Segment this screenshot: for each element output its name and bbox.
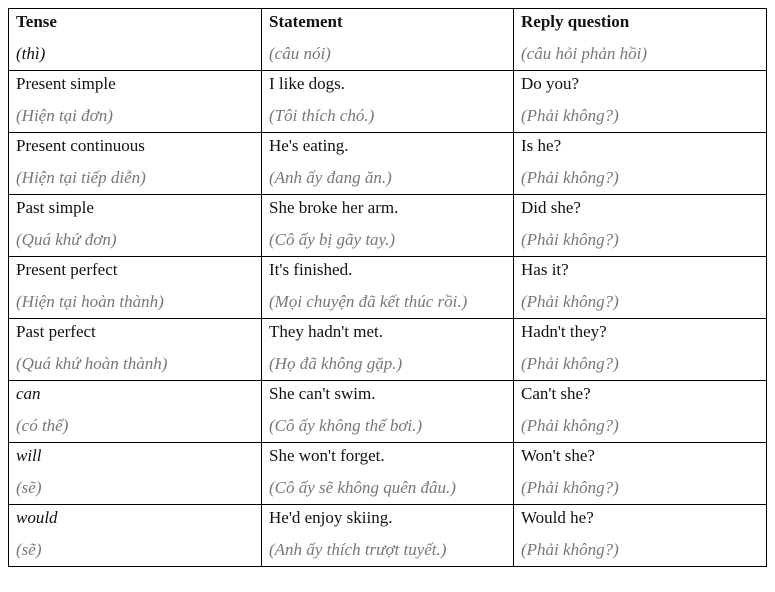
reply-cell xyxy=(514,443,767,505)
statement-translation: (Mọi chuyện đã kết thúc rồi.) xyxy=(269,292,468,311)
statement-cell xyxy=(262,443,514,505)
statement-text: She can't swim. xyxy=(269,384,376,403)
statement-translation: (Cô ấy sẽ không quên đâu.) xyxy=(269,478,456,497)
tense-cell xyxy=(9,443,262,505)
reply-text: Hadn't they? xyxy=(521,322,607,341)
statement-cell xyxy=(262,319,514,381)
statement-text: She won't forget. xyxy=(269,446,385,465)
reply-cell xyxy=(514,195,767,257)
reply-translation: (Phải không?) xyxy=(521,416,619,435)
tense-label: would xyxy=(16,508,58,527)
tense-cell xyxy=(9,319,262,381)
statement-text: I like dogs. xyxy=(269,74,346,93)
reply-translation: (Phải không?) xyxy=(521,354,619,373)
statement-translation: (Họ đã không gặp.) xyxy=(269,354,403,373)
reply-questions-table xyxy=(8,8,767,567)
tense-translation: (Hiện tại hoàn thành) xyxy=(16,292,164,311)
table-row xyxy=(9,195,767,257)
reply-translation: (Phải không?) xyxy=(521,478,619,497)
statement-translation: (Cô ấy không thể bơi.) xyxy=(269,416,423,435)
statement-translation: (Anh ấy đang ăn.) xyxy=(269,168,392,187)
tense-translation: (Hiện tại đơn) xyxy=(16,106,113,125)
reply-cell xyxy=(514,133,767,195)
header-statement-label: Statement xyxy=(269,12,343,31)
statement-translation: (Cô ấy bị gãy tay.) xyxy=(269,230,396,249)
reply-text: Would he? xyxy=(521,508,594,527)
statement-translation: (Tôi thích chó.) xyxy=(269,106,375,125)
reply-text: Can't she? xyxy=(521,384,591,403)
tense-label: Past simple xyxy=(16,198,94,217)
tense-cell xyxy=(9,133,262,195)
tense-label: Present continuous xyxy=(16,136,145,155)
tense-cell xyxy=(9,195,262,257)
tense-cell xyxy=(9,381,262,443)
tense-label: Present perfect xyxy=(16,260,118,279)
tense-translation: (Hiện tại tiếp diễn) xyxy=(16,168,146,187)
tense-cell xyxy=(9,505,262,567)
table-row xyxy=(9,443,767,505)
reply-translation: (Phải không?) xyxy=(521,168,619,187)
header-tense-label: Tense xyxy=(16,12,57,31)
reply-translation: (Phải không?) xyxy=(521,230,619,249)
reply-cell xyxy=(514,319,767,381)
reply-text: Has it? xyxy=(521,260,569,279)
reply-translation: (Phải không?) xyxy=(521,106,619,125)
tense-translation: (Quá khứ hoàn thành) xyxy=(16,354,168,373)
reply-text: Is he? xyxy=(521,136,562,155)
header-cell-statement xyxy=(262,9,514,71)
tense-translation: (có thể) xyxy=(16,416,69,435)
reply-text: Do you? xyxy=(521,74,580,93)
reply-text: Won't she? xyxy=(521,446,595,465)
statement-text: He'd enjoy skiing. xyxy=(269,508,393,527)
statement-cell xyxy=(262,505,514,567)
statement-translation: (Anh ấy thích trượt tuyết.) xyxy=(269,540,447,559)
table-header-row xyxy=(9,9,767,71)
statement-cell xyxy=(262,133,514,195)
tense-label: Past perfect xyxy=(16,322,96,341)
header-cell-reply xyxy=(514,9,767,71)
tense-label: can xyxy=(16,384,41,403)
statement-text: They hadn't met. xyxy=(269,322,384,341)
statement-cell xyxy=(262,71,514,133)
statement-cell xyxy=(262,381,514,443)
tense-label: Present simple xyxy=(16,74,116,93)
tense-translation: (sẽ) xyxy=(16,478,42,497)
tense-cell xyxy=(9,257,262,319)
statement-text: It's finished. xyxy=(269,260,353,279)
table-row xyxy=(9,381,767,443)
reply-translation: (Phải không?) xyxy=(521,292,619,311)
statement-text: He's eating. xyxy=(269,136,349,155)
header-statement-translation: (câu nói) xyxy=(269,44,331,63)
reply-translation: (Phải không?) xyxy=(521,540,619,559)
reply-cell xyxy=(514,381,767,443)
reply-cell xyxy=(514,71,767,133)
reply-cell xyxy=(514,505,767,567)
table-row xyxy=(9,505,767,567)
table-row xyxy=(9,71,767,133)
tense-cell xyxy=(9,71,262,133)
tense-label: will xyxy=(16,446,42,465)
header-reply-translation: (câu hỏi phản hồi) xyxy=(521,44,648,63)
header-tense-translation: (thì) xyxy=(16,44,46,63)
statement-cell xyxy=(262,257,514,319)
header-cell-tense xyxy=(9,9,262,71)
tense-translation: (sẽ) xyxy=(16,540,42,559)
reply-cell xyxy=(514,257,767,319)
table-row xyxy=(9,319,767,381)
tense-translation: (Quá khứ đơn) xyxy=(16,230,117,249)
header-reply-label: Reply question xyxy=(521,12,630,31)
statement-cell xyxy=(262,195,514,257)
reply-text: Did she? xyxy=(521,198,581,217)
table-row xyxy=(9,257,767,319)
table-row xyxy=(9,133,767,195)
statement-text: She broke her arm. xyxy=(269,198,399,217)
